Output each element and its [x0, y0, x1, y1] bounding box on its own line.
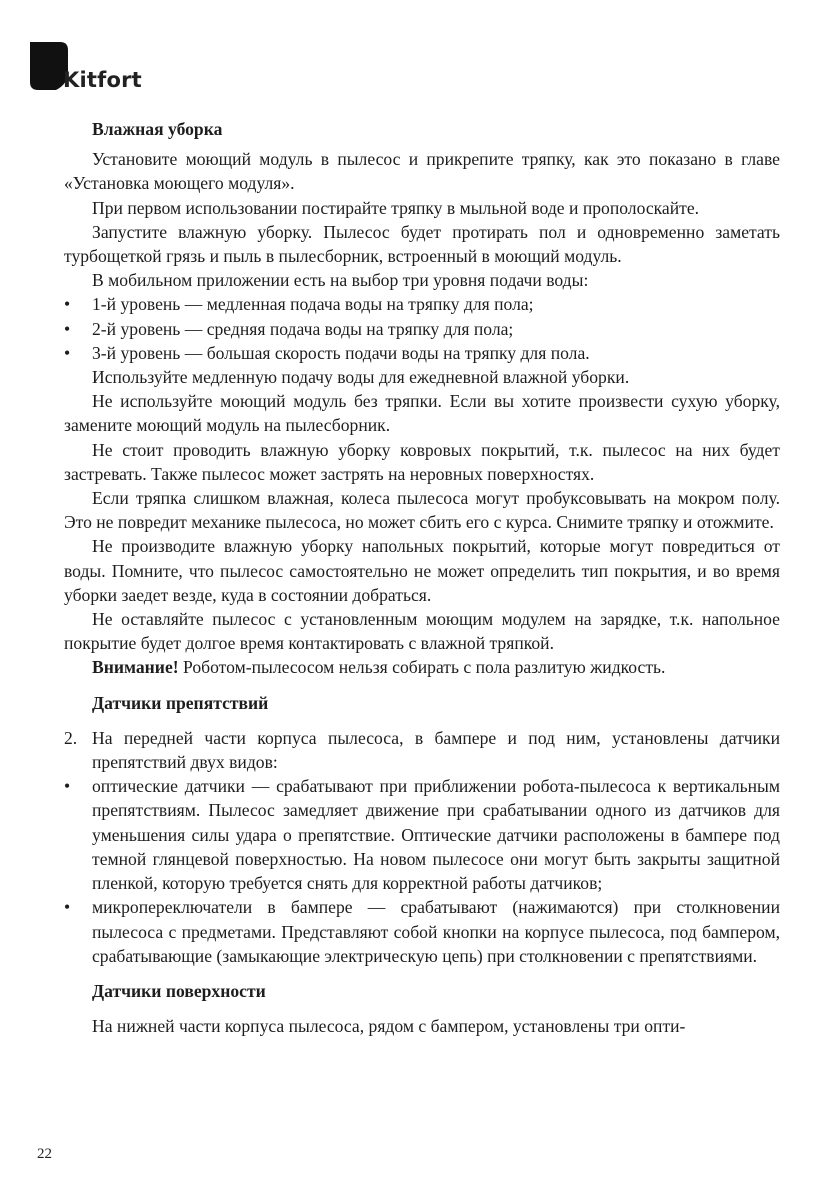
paragraph: Не стоит проводить влажную уборку ковровых покрытий, т.к. пылесос на них будет застревать. Также пылесос может застрять на неровных поверхностях.	[64, 439, 780, 484]
page-number: 22	[37, 1146, 52, 1162]
list-item: • микропереключатели в бампере — срабатывают (нажимаются) при столкновении пылесоса с предметами. Представляют собой кнопки на корпусе пылесоса, под бампером, срабатывающие (замыкающие электрическую цепь) при столкновении с препятствиями.	[64, 895, 780, 968]
list-item: • 2-й уровень — средняя подача воды на тряпку для пола;	[64, 317, 780, 341]
list-item: • 1-й уровень — медленная подача воды на тряпку для пола;	[64, 292, 780, 316]
paragraph: Установите моющий модуль в пылесос и прикрепите тряпку, как это показано в главе «Установка моющего модуля».	[64, 149, 780, 194]
warning-label: Внимание!	[92, 657, 179, 678]
paragraph: На нижней части корпуса пылесоса, рядом с бампером, установлены три опти-	[92, 1016, 686, 1037]
paragraph: При первом использовании постирайте тряпку в мыльной воде и прополоскайте.	[92, 197, 700, 218]
warning-paragraph	[64, 655, 780, 679]
paragraph: Если тряпка слишком влажная, колеса пылесоса могут пробуксовывать на мокром полу. Это не повредит механике пылесоса, но может сбить его с курса. Снимите тряпку и отожмите.	[64, 488, 780, 533]
heading-surface-sensors: Датчики поверхности	[92, 980, 266, 1001]
paragraph: В мобильном приложении есть на выбор три уровня подачи воды:	[92, 270, 589, 291]
warning-text: Роботом-пылесосом нельзя собирать с пола разлитую жидкость.	[178, 657, 666, 678]
heading-obstacle-sensors: Датчики препятствий	[92, 692, 269, 713]
numbered-paragraph	[64, 726, 780, 774]
paragraph: Используйте медленную подачу воды для ежедневной влажной уборки.	[92, 367, 630, 388]
paragraph: Запустите влажную уборку. Пылесос будет протирать пол и одновременно заметать турбощеткой грязь и пыль в пылесборник, встроенный в моющий модуль.	[64, 221, 780, 267]
brand-name: Kitfort	[63, 68, 142, 92]
paragraph: Не используйте моющий модуль без тряпки. Если вы хотите произвести сухую уборку, замените моющий модуль на пылесборник.	[64, 391, 780, 436]
list-item: • 3-й уровень — большая скорость подачи воды на тряпку для пола.	[64, 341, 780, 365]
water-levels-list	[64, 292, 780, 365]
sensor-types-list	[64, 774, 780, 968]
paragraph: На передней части корпуса пылесоса, в бампере и под ним, установлены датчики препятствий двух видов:	[92, 727, 780, 773]
document-body	[64, 117, 780, 1038]
paragraph: Не производите влажную уборку напольных покрытий, которые могут повредиться от воды. Помните, что пылесос самостоятельно не может определить тип покрытия, и во время уборки заедет везде, куда в состоянии добраться.	[64, 536, 780, 605]
item-number: 2.	[64, 727, 78, 748]
heading-wet-cleaning: Влажная уборка	[92, 119, 223, 139]
list-item: • оптические датчики — срабатывают при приближении робота-пылесоса к вертикальным препятствиям. Пылесос замедляет движение при срабатывании одного из датчиков для уменьшения силы удара о препятствие. Оптические датчики расположены в бампере под темной глянцевой поверхностью. На новом пылесосе они могут быть закрыты защитной пленкой, которую требуется снять для корректной работы датчиков;	[64, 774, 780, 895]
paragraph: Не оставляйте пылесос с установленным моющим модулем на зарядке, т.к. напольное покрытие будет долгое время контактировать с влажной тряпкой.	[64, 609, 780, 654]
